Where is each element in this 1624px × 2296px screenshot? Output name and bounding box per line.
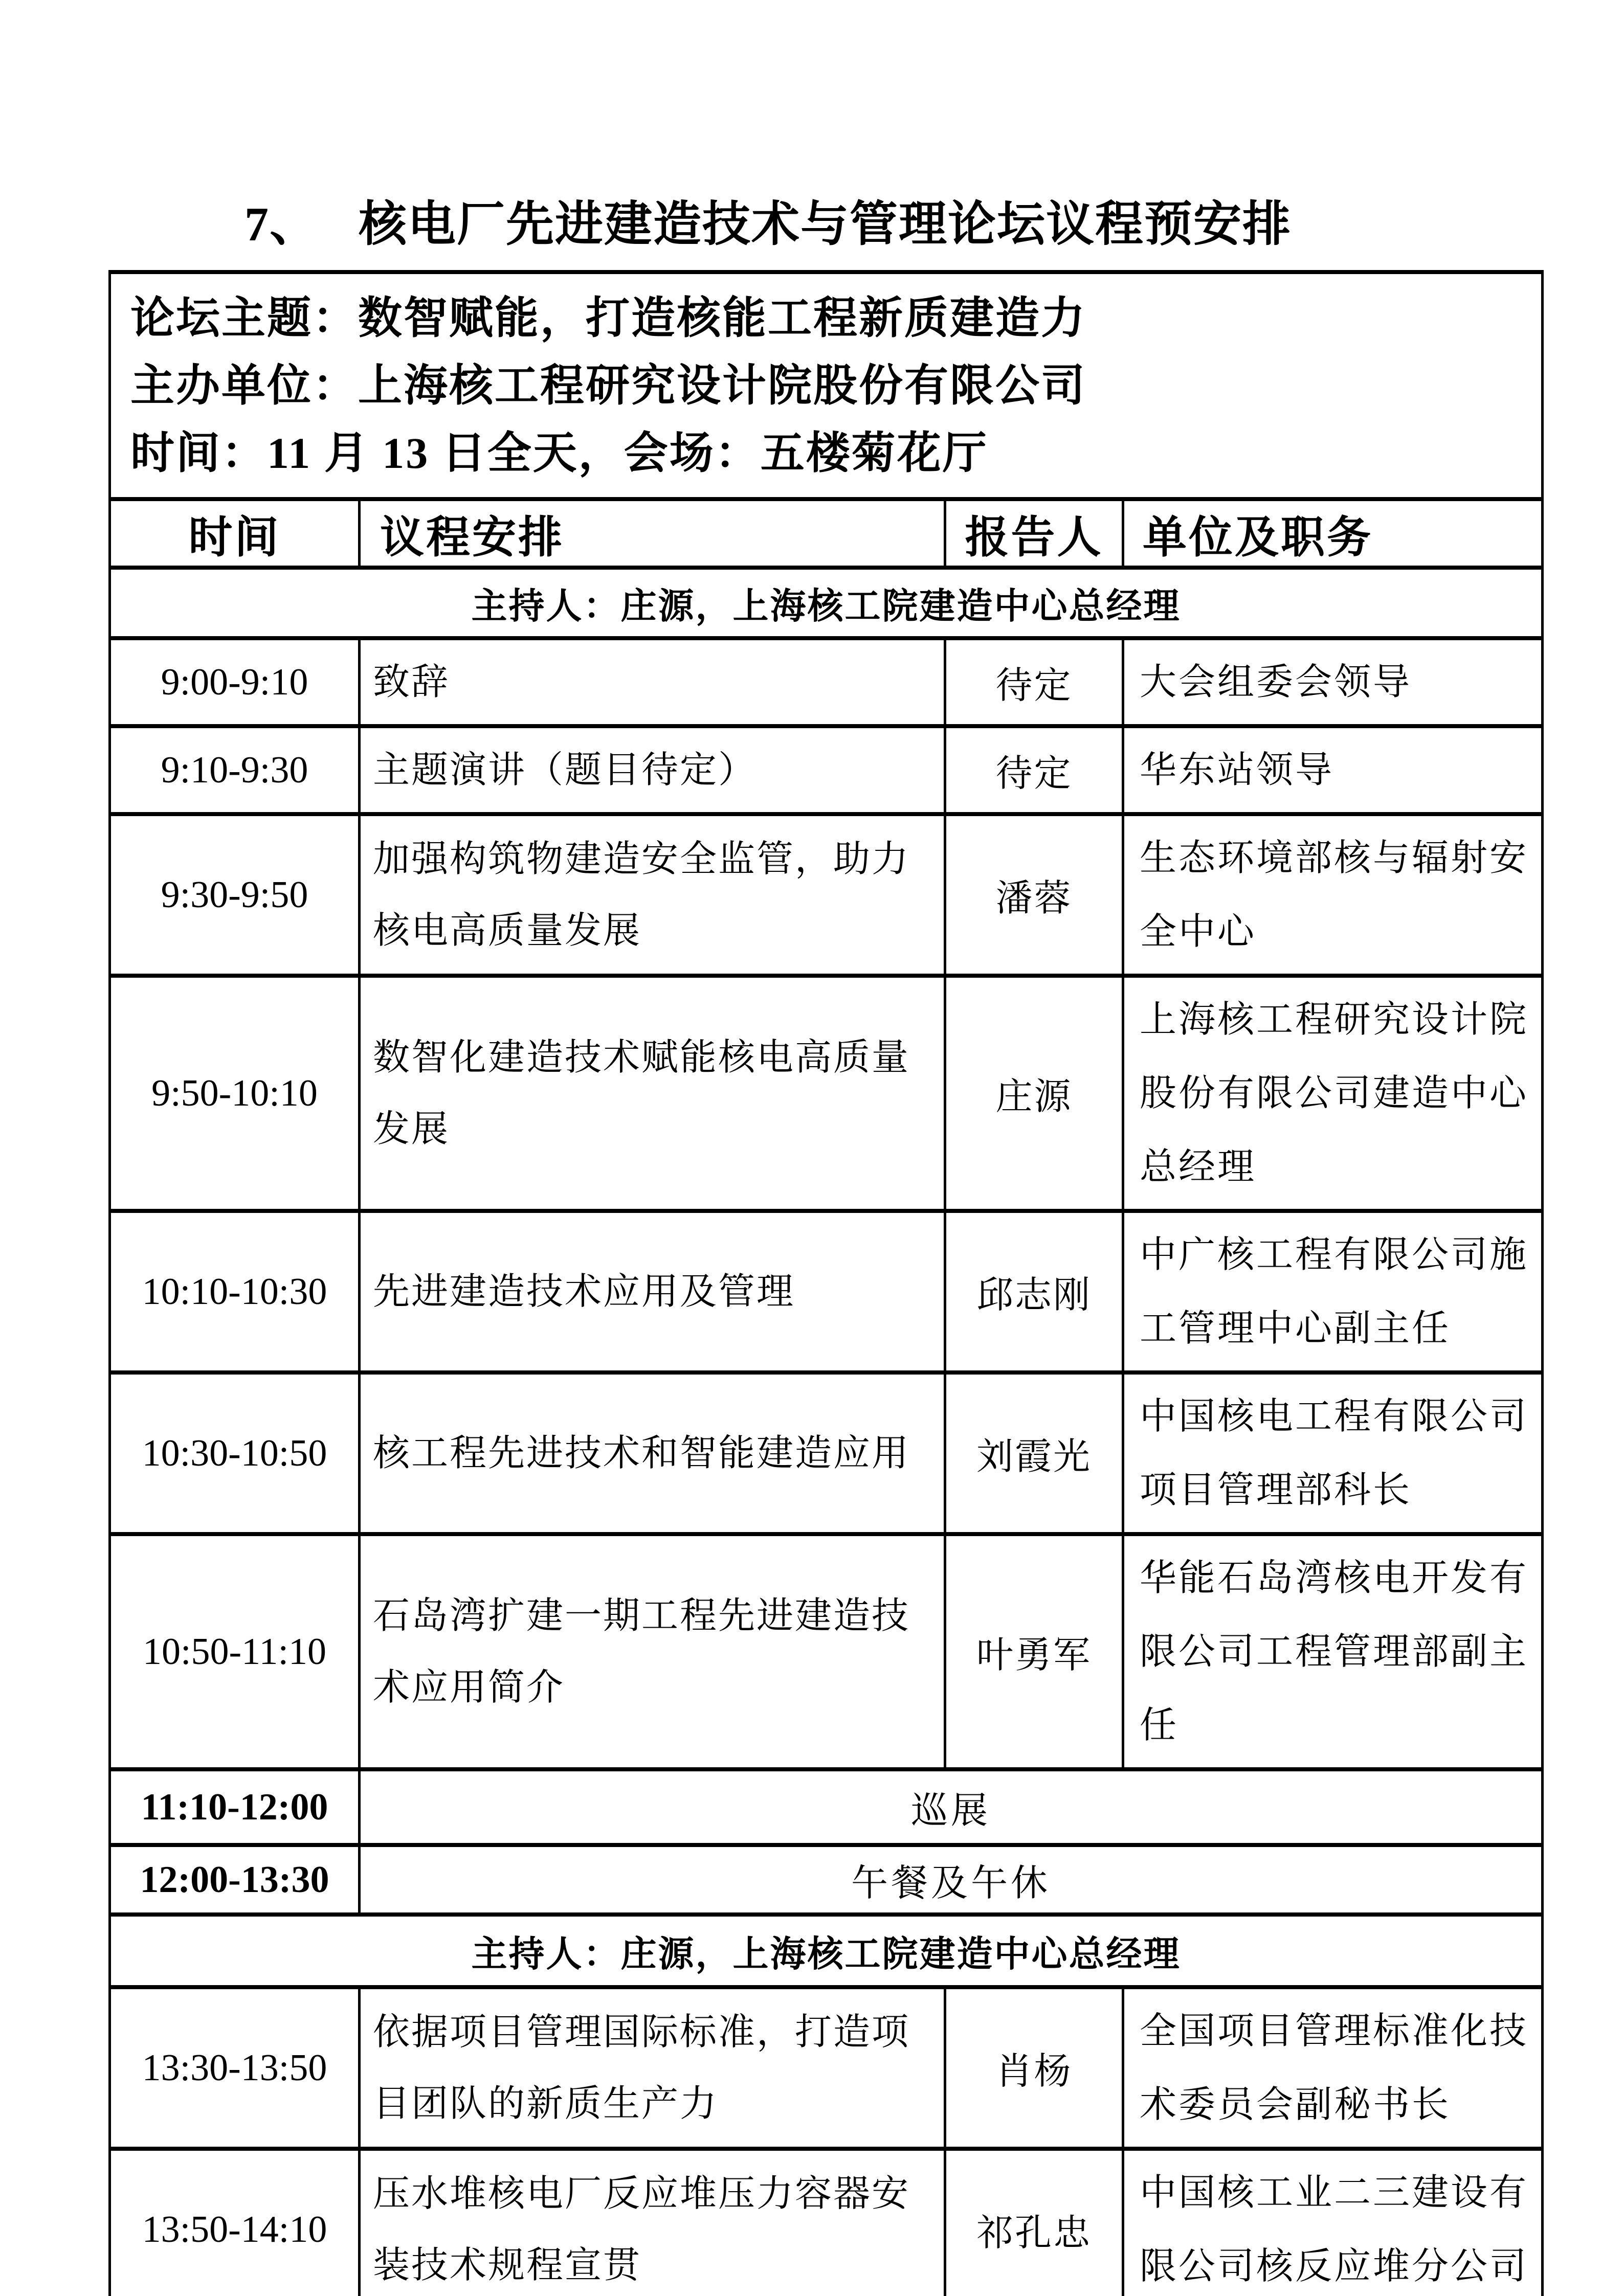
org-cell: 华东站领导 [1123, 726, 1543, 814]
header-time: 时间 [110, 499, 360, 568]
table-row [110, 1372, 1543, 1534]
time-cell: 10:50-11:10 [110, 1534, 360, 1769]
table-row [110, 1534, 1543, 1769]
speaker-cell: 邱志刚 [945, 1211, 1123, 1372]
forum-time-venue: 时间：11 月 13 日全天，会场：五楼菊花厅 [130, 429, 988, 478]
time-cell: 10:30-10:50 [110, 1372, 360, 1534]
org-cell: 华能石岛湾核电开发有限公司工程管理部副主任 [1123, 1534, 1543, 1769]
host-morning: 主持人：庄源，上海核工院建造中心总经理 [110, 568, 1543, 638]
forum-info-row [110, 272, 1543, 499]
exhibition-row [110, 1769, 1543, 1845]
agenda-cell: 致辞 [360, 638, 945, 726]
time-cell: 9:50-10:10 [110, 976, 360, 1211]
forum-theme: 论坛主题：数智赋能，打造核能工程新质建造力 [130, 294, 1086, 343]
speaker-cell: 潘蓉 [945, 814, 1123, 976]
lunch-label: 午餐及午休 [360, 1845, 1543, 1915]
agenda-cell: 依据项目管理国际标准，打造项目团队的新质生产力 [360, 1987, 945, 2149]
agenda-cell: 加强构筑物建造安全监管，助力核电高质量发展 [360, 814, 945, 976]
agenda-cell: 先进建造技术应用及管理 [360, 1211, 945, 1372]
title-text: 核电厂先进建造技术与管理论坛议程预安排 [359, 198, 1292, 251]
speaker-cell: 庄源 [945, 976, 1123, 1211]
exhibition-label: 巡展 [360, 1769, 1543, 1845]
host-afternoon: 主持人：庄源，上海核工院建造中心总经理 [110, 1915, 1543, 1987]
table-row [110, 1987, 1543, 2149]
speaker-cell: 祁孔忠 [945, 2149, 1123, 2296]
speaker-cell: 叶勇军 [945, 1534, 1123, 1769]
org-cell: 全国项目管理标准化技术委员会副秘书长 [1123, 1987, 1543, 2149]
table-row [110, 976, 1543, 1211]
header-row [110, 499, 1543, 568]
title-number: 7、 [244, 198, 319, 251]
time-cell: 13:50-14:10 [110, 2149, 360, 2296]
agenda-cell: 压水堆核电厂反应堆压力容器安装技术规程宣贯 [360, 2149, 945, 2296]
table-row [110, 2149, 1543, 2296]
forum-info-cell [110, 272, 1543, 499]
header-speaker: 报告人 [945, 499, 1123, 568]
speaker-cell: 待定 [945, 726, 1123, 814]
time-cell: 9:00-9:10 [110, 638, 360, 726]
agenda-cell: 核工程先进技术和智能建造应用 [360, 1372, 945, 1534]
speaker-cell: 肖杨 [945, 1987, 1123, 2149]
org-cell: 大会组委会领导 [1123, 638, 1543, 726]
org-cell: 中国核电工程有限公司项目管理部科长 [1123, 1372, 1543, 1534]
time-cell: 9:30-9:50 [110, 814, 360, 976]
speaker-cell: 刘霞光 [945, 1372, 1123, 1534]
forum-organizer: 主办单位：上海核工程研究设计院股份有限公司 [130, 361, 1086, 410]
org-cell: 中国核工业二三建设有限公司核反应堆分公司 [1123, 2149, 1543, 2296]
org-cell: 生态环境部核与辐射安全中心 [1123, 814, 1543, 976]
agenda-cell: 数智化建造技术赋能核电高质量发展 [360, 976, 945, 1211]
header-org: 单位及职务 [1123, 499, 1543, 568]
table-row [110, 638, 1543, 726]
speaker-cell: 待定 [945, 638, 1123, 726]
table-row [110, 814, 1543, 976]
agenda-cell: 石岛湾扩建一期工程先进建造技术应用简介 [360, 1534, 945, 1769]
host-row-afternoon [110, 1915, 1543, 1987]
table-row [110, 1211, 1543, 1372]
lunch-row [110, 1845, 1543, 1915]
org-cell: 上海核工程研究设计院股份有限公司建造中心总经理 [1123, 976, 1543, 1211]
org-cell: 中广核工程有限公司施工管理中心副主任 [1123, 1211, 1543, 1372]
agenda-table [108, 270, 1544, 2296]
host-row-morning [110, 568, 1543, 638]
page-title [244, 185, 1292, 254]
time-cell: 9:10-9:30 [110, 726, 360, 814]
time-cell: 12:00-13:30 [110, 1845, 360, 1915]
time-cell: 13:30-13:50 [110, 1987, 360, 2149]
header-agenda: 议程安排 [360, 499, 945, 568]
table-row [110, 726, 1543, 814]
time-cell: 11:10-12:00 [110, 1769, 360, 1845]
agenda-cell: 主题演讲（题目待定） [360, 726, 945, 814]
time-cell: 10:10-10:30 [110, 1211, 360, 1372]
